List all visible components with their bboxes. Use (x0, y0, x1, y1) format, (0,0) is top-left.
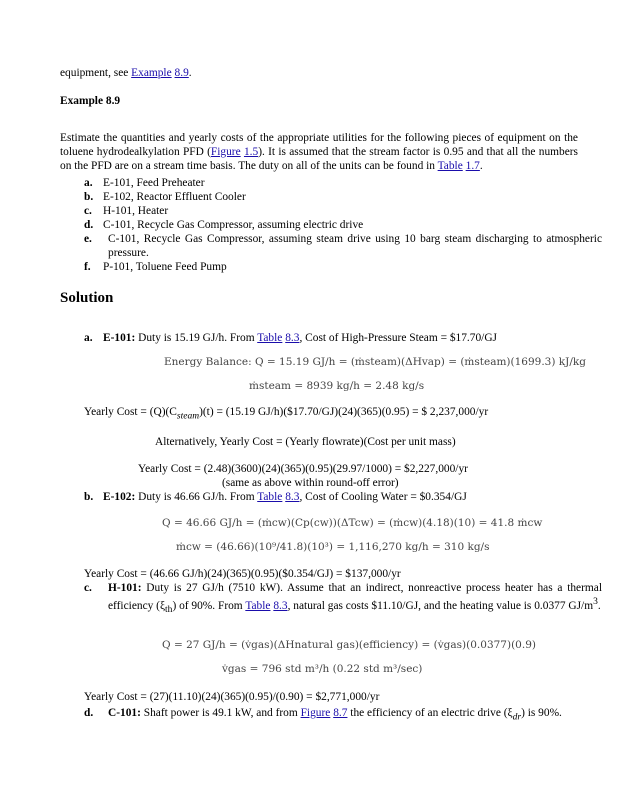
table-number-link[interactable]: 1.7 (465, 160, 480, 172)
table-number-link[interactable]: 8.3 (285, 332, 300, 344)
list-item: c. H-101, Heater (84, 205, 169, 217)
equation: ṁcw = (46.66)(10⁹/41.8)(10³) = 1,116,270 kg/h = 310 kg/s (176, 541, 490, 553)
solution-item-c: c. H-101: Duty is 27 GJ/h (7510 kW). Assume that an indirect, nonreactive process heater has a thermal efficiency $(\xi_{th})$ of 90%. From Table 8.3, natural gas costs $11.10/GJ, and the heating value is 0.0377 $GJ/m^3$. (84, 582, 602, 616)
example-number-link[interactable]: 8.9 (174, 67, 189, 79)
solution-item-a: a. E-101: Duty is 15.19 GJ/h. From Table 8.3, Cost of High-Pressure Steam = $17.70/GJ (84, 332, 497, 344)
table-link[interactable]: Table (245, 599, 271, 612)
cost-line: Yearly Cost = (27)(11.10)(24)(365)(0.95)/(0.90) = $2,771,000/yr (84, 691, 380, 703)
equation: Q = 46.66 GJ/h = (ṁcw)(Cp(cw))(ΔTcw) = (ṁcw)(4.18)(10) = 41.8 ṁcw (162, 517, 543, 529)
list-item: f. P-101, Toluene Feed Pump (84, 261, 227, 273)
table-link[interactable]: Table (437, 160, 463, 172)
solution-item-b: b. E-102: Duty is 46.66 GJ/h. From Table 8.3, Cost of Cooling Water = $0.354/GJ (84, 491, 467, 503)
figure-link[interactable]: Figure (300, 707, 331, 719)
figure-link[interactable]: Figure (210, 146, 241, 158)
list-item: e. C-101, Recycle Gas Compressor, assuming steam drive using 10 barg steam discharging to atmospheric pressure. (84, 233, 602, 259)
cost-line: Yearly Cost = $(Q)(C_{steam})(t) = (15.19$ GJ/h)($17.70/GJ)(24)(365)(0.95) = $ 2,237,000/yr (84, 406, 489, 422)
alternative-line: Alternatively, Yearly Cost = (Yearly flowrate)(Cost per unit mass) (155, 436, 456, 448)
intro-line: equipment, see Example 8.9. (60, 67, 192, 79)
example-link[interactable]: Example (131, 67, 172, 79)
figure-number-link[interactable]: 1.5 (243, 146, 259, 158)
equation: v̇gas = 796 std m³/h (0.22 std m³/sec) (222, 663, 423, 675)
table-number-link[interactable]: 8.3 (273, 599, 288, 612)
list-item: d. C-101, Recycle Gas Compressor, assuming electric drive (84, 219, 364, 231)
list-item: a. E-101, Feed Preheater (84, 177, 205, 189)
example-title: Example 8.9 (60, 95, 121, 107)
table-link[interactable]: Table (257, 491, 283, 503)
figure-number-link[interactable]: 8.7 (333, 707, 348, 719)
cost-line: Yearly Cost = (46.66 GJ/h)(24)(365)(0.95)($0.354/GJ) = $137,000/yr (84, 568, 401, 580)
table-number-link[interactable]: 8.3 (285, 491, 300, 503)
list-item: b. E-102, Reactor Effluent Cooler (84, 191, 246, 203)
equation: Energy Balance: Q = 15.19 GJ/h = (ṁsteam)(ΔHvap) = (ṁsteam)(1699.3) kJ/kg (164, 356, 586, 368)
table-link[interactable]: Table (257, 332, 283, 344)
roundoff-note: (same as above within round-off error) (222, 477, 399, 489)
cost-line: Yearly Cost = (2.48)(3600)(24)(365)(0.95)(29.97/1000) = $2,227,000/yr (138, 463, 468, 475)
equation: Q = 27 GJ/h = (v̇gas)(ΔHnatural gas)(efficiency) = (v̇gas)(0.0377)(0.9) (162, 639, 536, 651)
solution-heading: Solution (60, 290, 114, 306)
equation: ṁsteam = 8939 kg/h = 2.48 kg/s (249, 380, 425, 392)
solution-item-d: d. C-101: Shaft power is 49.1 kW, and from Figure 8.7 the efficiency of an electric drive $(\xi_{dr})$ is 90%. (84, 707, 562, 723)
example-paragraph: Estimate the quantities and yearly costs of the appropriate utilities for the following pieces of equipment on the toluene hydrodealkylation PFD (Figure 1.5). It is assumed that the stream factor is 0.95 and that all the numbers on the PFD are on a stream time basis. The duty on all of the units can be found in Table 1.7. (60, 132, 578, 172)
